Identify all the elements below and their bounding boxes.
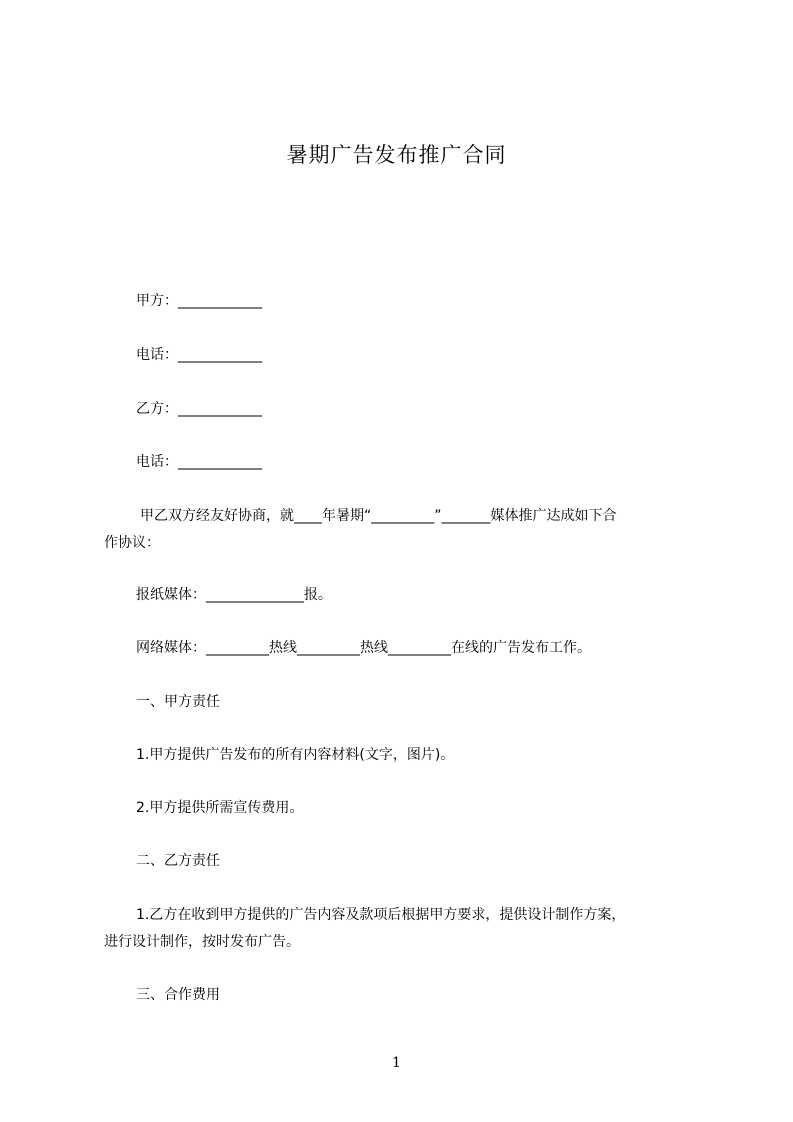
page-number: 1 (392, 1055, 401, 1071)
section1-item2: 2.甲方提供所需宣传费用。 (136, 800, 304, 816)
document-title: 暑期广告发布推广合同 (286, 143, 507, 167)
phone-b-field: 电话：____________ (136, 454, 262, 470)
section2-item1-line1: 1.乙方在收到甲方提供的广告内容及款项后根据甲方要求，提供设计制作方案， (136, 907, 626, 923)
party-a-field: 甲方：____________ (136, 293, 262, 309)
phone-a-field: 电话：____________ (136, 347, 262, 363)
party-b-field: 乙方：____________ (136, 401, 262, 417)
newspaper-media-line: 报纸媒体：______________报。 (136, 587, 332, 603)
section2-heading: 二、乙方责任 (136, 853, 220, 869)
network-media-line: 网络媒体：_________热线_________热线_________在线的广告发布工作。 (136, 640, 591, 656)
section1-heading: 一、甲方责任 (136, 694, 220, 710)
section3-heading: 三、合作费用 (136, 987, 220, 1003)
section2-item1-line2: 进行设计制作，按时发布广告。 (104, 934, 300, 950)
intro-paragraph-line2: 作协议： (104, 535, 160, 551)
section1-item1: 1.甲方提供广告发布的所有内容材料(文字，图片)。 (136, 747, 455, 763)
intro-paragraph-line1: 甲乙双方经友好协商，就____年暑期“_________”_______媒体推广达成如下合 (140, 508, 617, 524)
